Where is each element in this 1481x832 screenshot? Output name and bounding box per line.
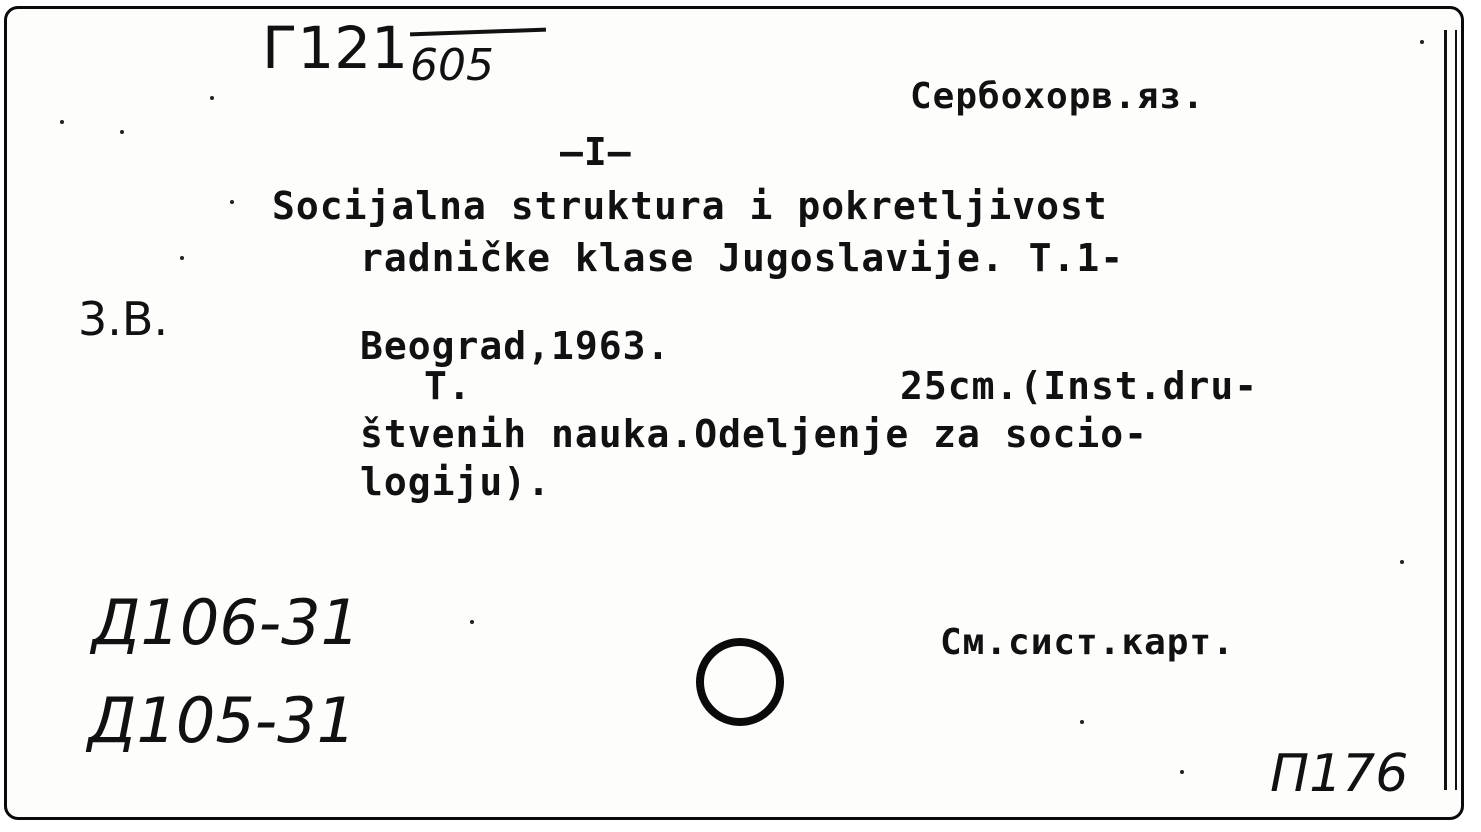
margin-note: 3.B. <box>78 292 169 346</box>
punch-hole <box>696 638 784 726</box>
shelf-mark-1: Д106-31 <box>92 586 361 659</box>
speck <box>1400 560 1404 564</box>
language-heading: Сербохорв.яз. <box>910 76 1205 117</box>
see-also-note: См.сист.карт. <box>940 622 1235 663</box>
card-edge <box>1444 30 1457 790</box>
volume: T. <box>424 364 472 408</box>
speck <box>60 120 64 124</box>
shelf-mark-2: Д105-31 <box>88 684 357 757</box>
title-line-1: Socijalna struktura i pokretljivost <box>272 184 1108 228</box>
title-line-2: radničke klase Jugoslavije. T.1- <box>360 236 1125 280</box>
speck <box>120 130 124 134</box>
call-number: Г121 <box>262 14 409 82</box>
speck <box>210 96 214 100</box>
speck <box>1080 720 1084 724</box>
speck <box>230 200 234 204</box>
card-number: П176 <box>1270 744 1409 804</box>
imprint: Beograd,1963. <box>360 324 671 368</box>
speck <box>1180 770 1184 774</box>
speck <box>1420 40 1424 44</box>
call-number-sub: 605 <box>410 40 494 91</box>
series-line-3: logiju). <box>360 460 552 504</box>
section-mark: —I— <box>560 130 632 174</box>
speck <box>470 620 474 624</box>
size-series: 25cm.(Inst.dru- <box>900 364 1259 408</box>
series-line-2: štvenih nauka.Odeljenje za socio- <box>360 412 1148 456</box>
speck <box>180 256 184 260</box>
